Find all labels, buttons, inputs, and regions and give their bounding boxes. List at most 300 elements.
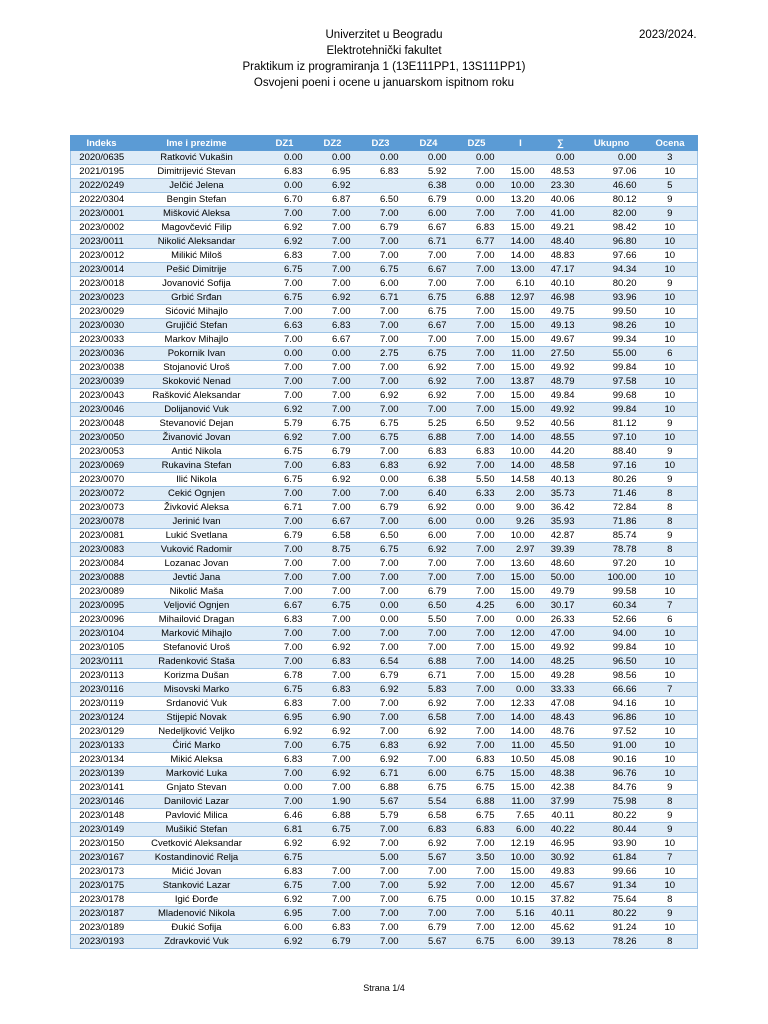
table-cell: 0.00: [309, 347, 357, 361]
table-cell: 0.00: [261, 781, 309, 795]
table-cell: Jelčić Jelena: [133, 179, 261, 193]
table-cell: 49.21: [541, 221, 581, 235]
table-cell: 7.00: [261, 557, 309, 571]
table-cell: Rašković Aleksandar: [133, 389, 261, 403]
table-cell: 7.00: [453, 403, 501, 417]
table-cell: 7.00: [453, 725, 501, 739]
table-cell: 2023/0134: [71, 753, 133, 767]
table-cell: 99.84: [581, 641, 643, 655]
table-cell: 42.38: [541, 781, 581, 795]
table-cell: 6.92: [405, 543, 453, 557]
table-cell: Živković Aleksa: [133, 501, 261, 515]
table-cell: 7.00: [453, 907, 501, 921]
table-cell: 2020/0635: [71, 151, 133, 165]
table-cell: Mišković Aleksa: [133, 207, 261, 221]
table-cell: 6.83: [357, 739, 405, 753]
table-cell: 7.00: [309, 361, 357, 375]
table-cell: 15.00: [501, 389, 541, 403]
table-cell: Jerinić Ivan: [133, 515, 261, 529]
table-cell: 6.92: [405, 375, 453, 389]
table-cell: 6.33: [453, 487, 501, 501]
table-cell: 10: [643, 431, 698, 445]
course-title: Praktikum iz programiranja 1 (13E111PP1, 13S111PP1): [242, 61, 526, 73]
table-cell: 7.00: [405, 907, 453, 921]
table-cell: 10.50: [501, 753, 541, 767]
table-cell: 2023/0095: [71, 599, 133, 613]
table-cell: 10: [643, 865, 698, 879]
table-cell: 7.00: [357, 893, 405, 907]
table-cell: 7.00: [261, 459, 309, 473]
table-cell: 80.12: [581, 193, 643, 207]
table-cell: 7.00: [261, 641, 309, 655]
table-cell: 6.50: [453, 417, 501, 431]
table-cell: 6.67: [405, 319, 453, 333]
table-cell: 6.92: [405, 459, 453, 473]
table-cell: 5.92: [405, 879, 453, 893]
table-cell: 7.00: [357, 235, 405, 249]
table-row: [71, 543, 698, 557]
table-cell: 49.28: [541, 669, 581, 683]
table-cell: 8: [643, 893, 698, 907]
table-cell: 33.33: [541, 683, 581, 697]
table-cell: 2023/0104: [71, 627, 133, 641]
table-cell: 6.83: [261, 613, 309, 627]
table-cell: 7.00: [453, 613, 501, 627]
table-cell: 44.20: [541, 445, 581, 459]
table-row: [71, 361, 698, 375]
table-cell: 6.92: [309, 291, 357, 305]
table-cell: 7: [643, 851, 698, 865]
table-cell: 7: [643, 599, 698, 613]
table-row: [71, 907, 698, 921]
table-cell: 7.00: [453, 333, 501, 347]
table-cell: 7.00: [309, 907, 357, 921]
table-cell: 12.19: [501, 837, 541, 851]
table-cell: 13.60: [501, 557, 541, 571]
table-cell: 7.00: [309, 865, 357, 879]
table-cell: Dolijanović Vuk: [133, 403, 261, 417]
table-cell: 7.00: [453, 571, 501, 585]
table-cell: 7.65: [501, 809, 541, 823]
table-cell: 98.42: [581, 221, 643, 235]
table-cell: 0.00: [261, 151, 309, 165]
table-cell: 48.53: [541, 165, 581, 179]
table-cell: 6.95: [261, 711, 309, 725]
table-cell: 2023/0014: [71, 263, 133, 277]
table-row: [71, 305, 698, 319]
table-cell: 6.83: [453, 823, 501, 837]
table-cell: 7.00: [453, 669, 501, 683]
table-cell: [501, 151, 541, 165]
table-cell: 7.00: [453, 865, 501, 879]
table-cell: 47.17: [541, 263, 581, 277]
table-cell: 0.00: [541, 151, 581, 165]
table-cell: 0.00: [357, 599, 405, 613]
table-cell: 7.00: [357, 879, 405, 893]
table-cell: 39.13: [541, 935, 581, 949]
table-cell: 6.75: [261, 291, 309, 305]
table-cell: Srdanović Vuk: [133, 697, 261, 711]
table-cell: 99.34: [581, 333, 643, 347]
table-cell: 14.00: [501, 711, 541, 725]
table-cell: 80.44: [581, 823, 643, 837]
table-row: [71, 655, 698, 669]
table-cell: 6.75: [453, 809, 501, 823]
table-cell: 26.33: [541, 613, 581, 627]
table-cell: 7.00: [261, 333, 309, 347]
table-row: [71, 151, 698, 165]
table-cell: 6.79: [357, 501, 405, 515]
table-cell: 7.00: [453, 879, 501, 893]
table-row: [71, 319, 698, 333]
table-cell: 5.00: [357, 851, 405, 865]
table-cell: 7.00: [405, 249, 453, 263]
table-cell: 99.50: [581, 305, 643, 319]
table-cell: 7.00: [405, 403, 453, 417]
table-cell: 6.75: [405, 347, 453, 361]
table-cell: 7.00: [357, 249, 405, 263]
table-cell: 7.00: [261, 655, 309, 669]
table-cell: 7.00: [309, 277, 357, 291]
table-cell: 2.75: [357, 347, 405, 361]
table-cell: 8: [643, 935, 698, 949]
table-cell: 6.92: [309, 767, 357, 781]
table-cell: 11.00: [501, 739, 541, 753]
table-cell: 7.00: [357, 837, 405, 851]
table-cell: Kostandinović Relja: [133, 851, 261, 865]
table-cell: 6.92: [405, 697, 453, 711]
table-cell: 8: [643, 487, 698, 501]
faculty-name: Elektrotehnički fakultet: [326, 45, 442, 57]
table-cell: 10: [643, 571, 698, 585]
table-cell: 7.00: [453, 277, 501, 291]
table-row: [71, 837, 698, 851]
table-cell: 49.83: [541, 865, 581, 879]
table-cell: 5.92: [405, 165, 453, 179]
table-cell: Grujičić Stefan: [133, 319, 261, 333]
table-row: [71, 613, 698, 627]
table-cell: 84.76: [581, 781, 643, 795]
table-cell: 6.83: [453, 445, 501, 459]
table-cell: 7.00: [357, 921, 405, 935]
table-cell: 0.00: [501, 613, 541, 627]
table-cell: Nedeljković Veljko: [133, 725, 261, 739]
table-cell: 6.83: [309, 319, 357, 333]
column-header: Ime i prezime: [133, 136, 261, 151]
table-cell: 6.75: [453, 781, 501, 795]
table-cell: 48.83: [541, 249, 581, 263]
table-cell: 15.00: [501, 361, 541, 375]
table-row: [71, 683, 698, 697]
table-cell: 7.00: [309, 781, 357, 795]
table-cell: 10: [643, 319, 698, 333]
table-cell: 6.40: [405, 487, 453, 501]
table-cell: 2023/0139: [71, 767, 133, 781]
table-cell: Bengin Stefan: [133, 193, 261, 207]
table-cell: 6.92: [309, 179, 357, 193]
table-cell: 9: [643, 193, 698, 207]
table-cell: 48.25: [541, 655, 581, 669]
table-cell: Živanović Jovan: [133, 431, 261, 445]
table-cell: 0.00: [309, 151, 357, 165]
table-row: [71, 795, 698, 809]
table-cell: 7.00: [261, 739, 309, 753]
table-cell: 15.00: [501, 305, 541, 319]
table-cell: 0.00: [261, 179, 309, 193]
table-cell: 0.00: [581, 151, 643, 165]
table-cell: 2023/0039: [71, 375, 133, 389]
table-cell: 6.92: [357, 753, 405, 767]
table-cell: 6.75: [309, 599, 357, 613]
table-cell: 7.00: [453, 207, 501, 221]
table-cell: 7.00: [309, 375, 357, 389]
table-cell: 6.63: [261, 319, 309, 333]
table-cell: 6.67: [309, 515, 357, 529]
table-cell: 10: [643, 291, 698, 305]
table-cell: 9: [643, 445, 698, 459]
table-cell: 99.84: [581, 361, 643, 375]
table-cell: 6.58: [405, 711, 453, 725]
table-cell: 15.00: [501, 571, 541, 585]
table-cell: 9: [643, 809, 698, 823]
table-cell: 2023/0088: [71, 571, 133, 585]
table-cell: 7.00: [309, 501, 357, 515]
table-cell: 7.00: [501, 207, 541, 221]
table-cell: 6.83: [309, 655, 357, 669]
table-cell: 6.70: [261, 193, 309, 207]
table-cell: 40.10: [541, 277, 581, 291]
table-cell: 10: [643, 375, 698, 389]
table-cell: 49.67: [541, 333, 581, 347]
table-cell: 49.13: [541, 319, 581, 333]
table-cell: 7.00: [261, 375, 309, 389]
table-cell: 7.00: [261, 277, 309, 291]
column-header: ∑: [541, 136, 581, 151]
table-cell: 6.87: [309, 193, 357, 207]
table-cell: 7.00: [357, 557, 405, 571]
table-cell: Antić Nikola: [133, 445, 261, 459]
table-cell: 9: [643, 823, 698, 837]
table-cell: 30.17: [541, 599, 581, 613]
table-cell: 6.00: [405, 515, 453, 529]
table-cell: 6.79: [405, 921, 453, 935]
table-row: [71, 921, 698, 935]
table-cell: 6.75: [405, 305, 453, 319]
table-cell: Pavlović Milica: [133, 809, 261, 823]
table-cell: 5.83: [405, 683, 453, 697]
table-cell: 0.00: [453, 179, 501, 193]
table-cell: 6.75: [309, 739, 357, 753]
table-cell: 7.00: [357, 403, 405, 417]
table-cell: 10: [643, 585, 698, 599]
table-cell: 6.75: [261, 879, 309, 893]
table-row: [71, 879, 698, 893]
table-cell: 40.11: [541, 809, 581, 823]
column-header: DZ4: [405, 136, 453, 151]
table-cell: 2023/0072: [71, 487, 133, 501]
table-cell: 39.39: [541, 543, 581, 557]
table-cell: 7.00: [357, 515, 405, 529]
table-cell: Skoković Nenad: [133, 375, 261, 389]
table-cell: 7.00: [453, 375, 501, 389]
table-row: [71, 403, 698, 417]
table-cell: 2023/0187: [71, 907, 133, 921]
table-cell: 6.75: [261, 473, 309, 487]
table-cell: 97.66: [581, 249, 643, 263]
table-cell: 8: [643, 515, 698, 529]
table-cell: 2023/0175: [71, 879, 133, 893]
table-cell: 15.00: [501, 865, 541, 879]
table-cell: 75.98: [581, 795, 643, 809]
table-cell: 2023/0002: [71, 221, 133, 235]
table-cell: 46.95: [541, 837, 581, 851]
table-cell: 6.75: [405, 291, 453, 305]
table-cell: 6.67: [405, 263, 453, 277]
table-cell: Radenković Staša: [133, 655, 261, 669]
table-cell: 6.79: [405, 193, 453, 207]
table-cell: 0.00: [453, 193, 501, 207]
table-cell: 93.96: [581, 291, 643, 305]
table-row: [71, 207, 698, 221]
table-cell: 6.75: [309, 823, 357, 837]
table-cell: 7.00: [405, 557, 453, 571]
table-cell: 7.00: [453, 529, 501, 543]
table-cell: 10: [643, 459, 698, 473]
table-cell: 7.00: [309, 613, 357, 627]
table-cell: 7.00: [357, 711, 405, 725]
table-cell: 40.06: [541, 193, 581, 207]
table-cell: 13.20: [501, 193, 541, 207]
table-cell: 3.50: [453, 851, 501, 865]
column-header: Indeks: [71, 136, 133, 151]
table-cell: 7.00: [357, 697, 405, 711]
table-cell: 7.00: [453, 263, 501, 277]
table-cell: 6.95: [309, 165, 357, 179]
table-cell: 6.83: [261, 697, 309, 711]
table-cell: 96.50: [581, 655, 643, 669]
table-cell: 6.88: [453, 795, 501, 809]
table-cell: 9: [643, 529, 698, 543]
table-cell: 6.75: [261, 263, 309, 277]
table-cell: 94.16: [581, 697, 643, 711]
table-cell: 2023/0167: [71, 851, 133, 865]
table-cell: 9.52: [501, 417, 541, 431]
table-cell: 15.00: [501, 403, 541, 417]
table-cell: 7.00: [261, 571, 309, 585]
table-cell: 6.75: [357, 431, 405, 445]
table-cell: 80.26: [581, 473, 643, 487]
table-cell: 6: [643, 613, 698, 627]
table-cell: 6.92: [405, 739, 453, 753]
table-cell: 45.08: [541, 753, 581, 767]
table-cell: 49.92: [541, 361, 581, 375]
table-cell: 6.92: [309, 837, 357, 851]
table-cell: 2023/0150: [71, 837, 133, 851]
table-cell: 7.00: [309, 487, 357, 501]
table-cell: Korizma Dušan: [133, 669, 261, 683]
table-cell: 6.92: [261, 431, 309, 445]
table-cell: 14.00: [501, 431, 541, 445]
table-row: [71, 865, 698, 879]
column-header: DZ2: [309, 136, 357, 151]
table-cell: 0.00: [357, 473, 405, 487]
table-cell: 15.00: [501, 767, 541, 781]
table-cell: 96.86: [581, 711, 643, 725]
table-row: [71, 277, 698, 291]
table-cell: 7.00: [261, 543, 309, 557]
table-cell: 10: [643, 697, 698, 711]
table-cell: 0.00: [453, 893, 501, 907]
table-cell: Marković Mihajlo: [133, 627, 261, 641]
table-cell: 10: [643, 403, 698, 417]
table-cell: 2023/0029: [71, 305, 133, 319]
table-cell: 6.00: [405, 529, 453, 543]
table-cell: 6.10: [501, 277, 541, 291]
table-row: [71, 235, 698, 249]
table-cell: 6.88: [405, 655, 453, 669]
table-cell: 7.00: [453, 361, 501, 375]
table-cell: 6.92: [261, 837, 309, 851]
table-cell: Mihailović Dragan: [133, 613, 261, 627]
table-cell: 6.88: [405, 431, 453, 445]
table-cell: Veljović Ognjen: [133, 599, 261, 613]
table-cell: 27.50: [541, 347, 581, 361]
table-cell: Zdravković Vuk: [133, 935, 261, 949]
table-cell: 6.92: [357, 389, 405, 403]
table-cell: Stanković Lazar: [133, 879, 261, 893]
table-cell: 7.00: [309, 403, 357, 417]
table-cell: 3: [643, 151, 698, 165]
table-cell: 10: [643, 235, 698, 249]
table-cell: 2023/0146: [71, 795, 133, 809]
table-cell: 6.79: [405, 585, 453, 599]
table-cell: 6.71: [357, 767, 405, 781]
table-cell: 2023/0069: [71, 459, 133, 473]
table-cell: 15.00: [501, 333, 541, 347]
table-cell: 9.26: [501, 515, 541, 529]
table-cell: 7.00: [453, 557, 501, 571]
table-cell: 8: [643, 543, 698, 557]
table-cell: 14.00: [501, 655, 541, 669]
table-cell: 6.81: [261, 823, 309, 837]
table-cell: 7.00: [405, 277, 453, 291]
table-cell: 6.50: [357, 529, 405, 543]
table-cell: 93.90: [581, 837, 643, 851]
table-cell: Sićović Mihajlo: [133, 305, 261, 319]
table-row: [71, 431, 698, 445]
table-cell: 6.75: [261, 683, 309, 697]
table-cell: 10.00: [501, 445, 541, 459]
table-cell: 6.88: [357, 781, 405, 795]
table-cell: Markov Mihajlo: [133, 333, 261, 347]
table-cell: 35.73: [541, 487, 581, 501]
table-cell: 7.00: [357, 627, 405, 641]
table-cell: Misovski Marko: [133, 683, 261, 697]
table-cell: 8: [643, 501, 698, 515]
table-cell: 7: [643, 683, 698, 697]
table-cell: 12.00: [501, 921, 541, 935]
table-cell: 7.00: [309, 627, 357, 641]
table-cell: 2023/0046: [71, 403, 133, 417]
table-cell: 7.00: [309, 697, 357, 711]
table-cell: 14.00: [501, 249, 541, 263]
table-cell: 48.38: [541, 767, 581, 781]
table-cell: 7.00: [405, 627, 453, 641]
document-subtitle: Osvojeni poeni i ocene u januarskom ispitnom roku: [253, 77, 515, 89]
table-cell: 6.00: [405, 207, 453, 221]
table-cell: Mićić Jovan: [133, 865, 261, 879]
table-cell: 6.00: [501, 935, 541, 949]
